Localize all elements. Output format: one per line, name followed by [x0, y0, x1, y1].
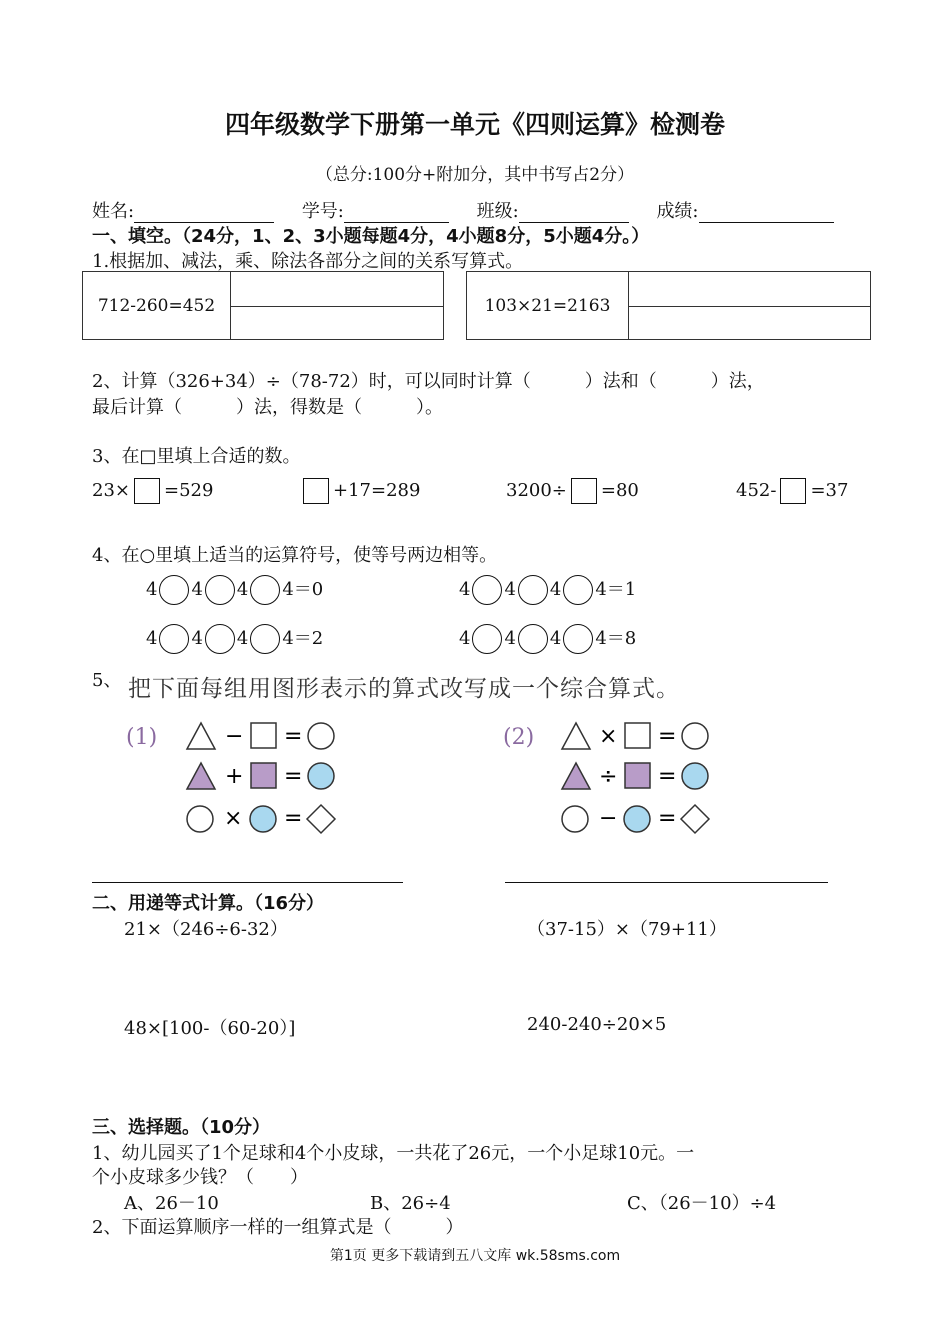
- triangle-icon: [562, 763, 590, 789]
- score-blank[interactable]: [699, 202, 834, 223]
- circle-icon: [308, 763, 334, 789]
- q4-number: 4: [549, 579, 562, 600]
- q2-line1: 2、计算（326+34）÷（78-72）时，可以同时计算（ ）法和（ ）法，: [92, 371, 765, 392]
- q4-number: 4: [191, 579, 203, 600]
- mc-option-a[interactable]: A、26－10: [124, 1193, 219, 1214]
- q5-group2: [497, 712, 737, 842]
- triangle-icon: [187, 723, 215, 749]
- operator-circle[interactable]: [563, 575, 593, 605]
- q4-result: 4＝8: [595, 628, 637, 649]
- minus-sign: −: [225, 724, 244, 749]
- times-sign: ×: [224, 806, 243, 831]
- circle-icon: [624, 806, 650, 832]
- name-label: 姓名:: [92, 201, 135, 222]
- q4-number: 4: [146, 579, 158, 600]
- operator-circle[interactable]: [518, 624, 548, 654]
- q3-post: =529: [164, 480, 214, 501]
- q5-answer-line-1[interactable]: [92, 882, 403, 883]
- answer-box[interactable]: [780, 478, 806, 504]
- q1-table-2: [466, 271, 871, 340]
- q4-number: 4: [236, 628, 249, 649]
- calc-item: 21×（246÷6-32）: [124, 919, 288, 940]
- q1-box2-line: [628, 306, 870, 307]
- circle-icon: [187, 806, 213, 832]
- operator-circle[interactable]: [518, 575, 548, 605]
- q5-group1: [120, 712, 360, 842]
- answer-box[interactable]: [134, 478, 160, 504]
- diamond-icon: [307, 805, 335, 833]
- times-sign: ×: [599, 724, 618, 749]
- q5-text: 把下面每组用图形表示的算式改写成一个综合算式。: [128, 676, 680, 702]
- operator-circle[interactable]: [472, 624, 502, 654]
- mc-q1-line1: 1、幼儿园买了1个足球和4个小皮球，一共花了26元，一个小足球10元。一: [92, 1143, 695, 1164]
- q3-pre: 23×: [92, 480, 130, 501]
- triangle-icon: [187, 763, 215, 789]
- q3-text: 3、在□里填上合适的数。: [92, 446, 301, 467]
- equals-sign: =: [284, 764, 303, 789]
- minus-sign: −: [599, 806, 618, 831]
- equals-sign: =: [658, 806, 677, 831]
- subtitle: （总分:100分+附加分，其中书写占2分）: [315, 165, 635, 185]
- equals-sign: =: [284, 806, 303, 831]
- operator-circle[interactable]: [205, 624, 235, 654]
- q4-text: 4、在○里填上适当的运算符号，使等号两边相等。: [92, 545, 498, 566]
- class-label: 班级:: [476, 201, 519, 222]
- q1-text: 1.根据加、减法，乘、除法各部分之间的关系写算式。: [92, 251, 524, 272]
- mc-q2: 2、下面运算顺序一样的一组算式是（ ）: [92, 1217, 464, 1238]
- page-title: 四年级数学下册第一单元《四则运算》检测卷: [224, 110, 725, 139]
- q1-box1-line: [230, 306, 443, 307]
- square-icon: [251, 763, 276, 788]
- operator-circle[interactable]: [472, 575, 502, 605]
- equals-sign: =: [658, 764, 677, 789]
- operator-circle[interactable]: [159, 575, 189, 605]
- section3-header: 三、选择题。（10分）: [92, 1117, 271, 1138]
- q5-answer-line-2[interactable]: [505, 882, 828, 883]
- q4-number: 4: [236, 579, 249, 600]
- q4-equation: [459, 575, 636, 605]
- q4-number: 4: [459, 579, 471, 600]
- circle-icon: [250, 806, 276, 832]
- q4-number: 4: [549, 628, 562, 649]
- equals-sign: =: [284, 724, 303, 749]
- circle-icon: [308, 723, 334, 749]
- answer-box[interactable]: [571, 478, 597, 504]
- q5-group2-label: (2): [503, 725, 535, 750]
- q2-line2: 最后计算（ ）法，得数是（ ）。: [92, 397, 443, 418]
- diamond-icon: [681, 805, 709, 833]
- mc-option-b[interactable]: B、26÷4: [370, 1193, 451, 1214]
- circle-icon: [682, 763, 708, 789]
- square-icon: [251, 723, 276, 748]
- q1-box1-expression: 712-260=452: [83, 272, 231, 339]
- equals-sign: =: [658, 724, 677, 749]
- q4-equation: [146, 624, 323, 654]
- page-footer: 第1页 更多下载请到五八文库 wk.58sms.com: [329, 1248, 621, 1264]
- q5-group1-label: (1): [126, 725, 158, 750]
- operator-circle[interactable]: [205, 575, 235, 605]
- score-label: 成绩:: [656, 201, 699, 222]
- q1-table-1: [82, 271, 444, 340]
- mc-option-c[interactable]: C、（26－10）÷4: [627, 1193, 777, 1214]
- circle-icon: [682, 723, 708, 749]
- q3-item: [299, 478, 420, 504]
- section2-header: 二、用递等式计算。（16分）: [92, 893, 325, 914]
- square-icon: [625, 763, 650, 788]
- q4-number: 4: [504, 579, 516, 600]
- calc-item: 48×[100-（60-20）]: [124, 1018, 296, 1039]
- circle-icon: [562, 806, 588, 832]
- q4-result: 4＝1: [595, 579, 637, 600]
- divide-sign: ÷: [599, 764, 618, 789]
- q4-equation: [459, 624, 636, 654]
- q3-item: [92, 478, 213, 504]
- operator-circle[interactable]: [250, 575, 280, 605]
- q4-result: 4＝2: [282, 628, 324, 649]
- q3-item: [736, 478, 848, 504]
- q3-post: =37: [810, 480, 849, 501]
- q4-number: 4: [191, 628, 203, 649]
- q3-pre: 452-: [736, 480, 777, 501]
- id-blank[interactable]: [344, 202, 449, 223]
- operator-circle[interactable]: [563, 624, 593, 654]
- section1-header: 一、填空。（24分，1、2、3小题每题4分，4小题8分，5小题4分。）: [92, 226, 650, 247]
- q4-number: 4: [504, 628, 516, 649]
- triangle-icon: [562, 723, 590, 749]
- class-blank[interactable]: [519, 202, 629, 223]
- info-line: [92, 197, 834, 223]
- operator-circle[interactable]: [159, 624, 189, 654]
- q3-item: [506, 478, 639, 504]
- q4-number: 4: [146, 628, 158, 649]
- answer-box[interactable]: [303, 478, 329, 504]
- q4-result: 4＝0: [282, 579, 324, 600]
- mc-q1-line2: 个小皮球多少钱？（ ）: [92, 1167, 308, 1188]
- q4-number: 4: [459, 628, 471, 649]
- square-icon: [625, 723, 650, 748]
- q3-post: =80: [600, 480, 639, 501]
- q5-number: 5、: [92, 670, 122, 691]
- q3-pre: 3200÷: [506, 480, 567, 501]
- operator-circle[interactable]: [250, 624, 280, 654]
- q3-post: +17=289: [333, 480, 421, 501]
- calc-item: 240-240÷20×5: [527, 1014, 667, 1035]
- q4-equation: [146, 575, 323, 605]
- name-blank[interactable]: [134, 202, 274, 223]
- calc-item: （37-15）×（79+11）: [527, 919, 727, 940]
- plus-sign: +: [225, 764, 244, 789]
- q1-box2-expression: 103×21=2163: [467, 272, 629, 339]
- id-label: 学号:: [301, 201, 344, 222]
